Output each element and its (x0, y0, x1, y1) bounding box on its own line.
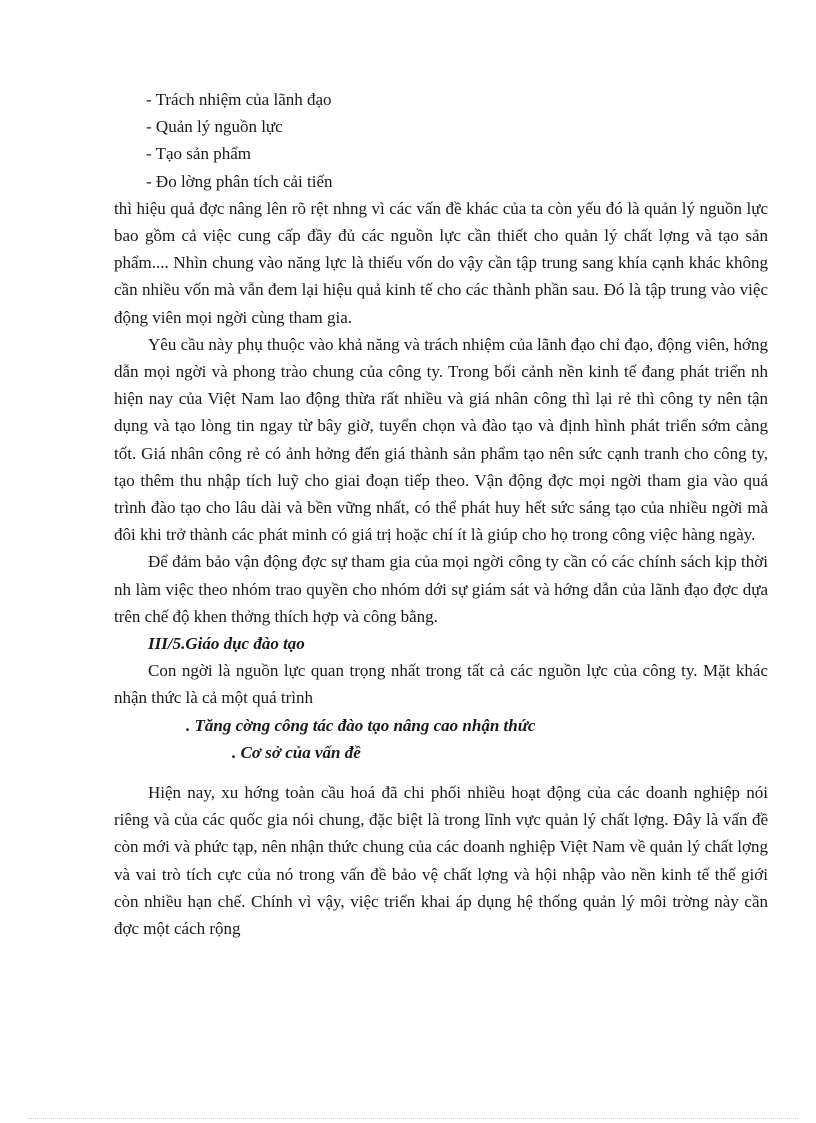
bullet-item: - Trách nhiệm của lãnh đạo (146, 90, 332, 109)
sub-heading: . Cơ sở của vấn đề (232, 742, 361, 762)
section-intro: Con ngời là nguồn lực quan trọng nhất trong tất cả các nguồn lực của công ty. Mặt khác nhận thức là cả một quá trình (114, 661, 768, 708)
footer-divider (28, 1118, 798, 1119)
document-body (114, 86, 768, 942)
bullet-item: - Đo lờng phân tích cải tiến (146, 171, 333, 191)
paragraph: Hiện nay, xu hớng toàn cầu hoá đã chi phối nhiều hoạt động của các doanh nghiệp nói riêng và của các quốc gia nói chung, đặc biệt là trong lĩnh vực quản lý chất lợng. Đây là vấn đề còn mới và phức tạp, nên nhận thức chung của các doanh nghiệp Việt Nam về quản lý chất lợng và vai trò tích cực của nó trong vấn đề bảo vệ chất lợng và hội nhập vào nền kinh tế thế giới còn nhiều hạn chế. Chính vì vậy, việc triển khai áp dụng hệ thống quản lý môi trờng này cần đợc một cách rộng (114, 783, 768, 939)
paragraph: thì hiệu quả đợc nâng lên rõ rệt nhng vì các vấn đề khác của ta còn yếu đó là quản lý nguồn lực bao gồm cả việc cung cấp đầy đủ các nguồn lực cần thiết cho quản lý chất lợng và tạo sản phẩm.... Nhìn chung vào năng lực là thiếu vốn do vậy cần tập trung sang khía cạnh khác không cần nhiều vốn mà vẫn đem lại hiệu quả kinh tế cho các thành phần sau. Đó là tập trung vào việc động viên mọi ngời cùng tham gia. (114, 198, 768, 327)
paragraph: Yêu cầu này phụ thuộc vào khả năng và trách nhiệm của lãnh đạo chỉ đạo, động viên, hớng dẫn mọi ngời và phong trào chung của công ty. Trong bối cảnh nền kinh tế đang phát triển nh hiện nay của Việt Nam lao động thừa rất nhiều và giá nhân công thì lại rẻ thì công ty nên tận dụng và tạo lòng tin ngay từ bây giờ, tuyển chọn và đào tạo và định hình phát triển sớm càng tốt. Giá nhân công rẻ có ảnh hởng đến giá thành sản phẩm tạo nên sức cạnh tranh cho công ty, tạo thêm thu nhập tích luỹ cho giai đoạn tiếp theo. Vận động đợc mọi ngời tham gia vào quá trình đào tạo cho lâu dài và bền vững nhất, có thể phát huy hết sức sáng tạo của nhiều ngời mà đôi khi trở thành các phát minh có giá trị hoặc chí ít là giúp cho họ trong công việc hàng ngày. (114, 334, 768, 545)
bullet-item: - Tạo sản phẩm (146, 144, 251, 164)
sub-heading: . Tăng cờng công tác đào tạo nâng cao nhận thức (186, 715, 536, 735)
paragraph: Để đảm bảo vận động đợc sự tham gia của mọi ngời công ty cần có các chính sách kịp thời nh làm việc theo nhóm trao quyền cho nhóm dới sự giám sát và hớng dẫn của lãnh đạo đợc dựa trên chế độ khen thởng thích hợp và công bằng. (114, 552, 768, 626)
spacer (114, 766, 768, 779)
bullet-item: - Quản lý nguồn lực (146, 117, 283, 137)
section-heading: III/5.Giáo dục đào tạo (148, 634, 305, 654)
